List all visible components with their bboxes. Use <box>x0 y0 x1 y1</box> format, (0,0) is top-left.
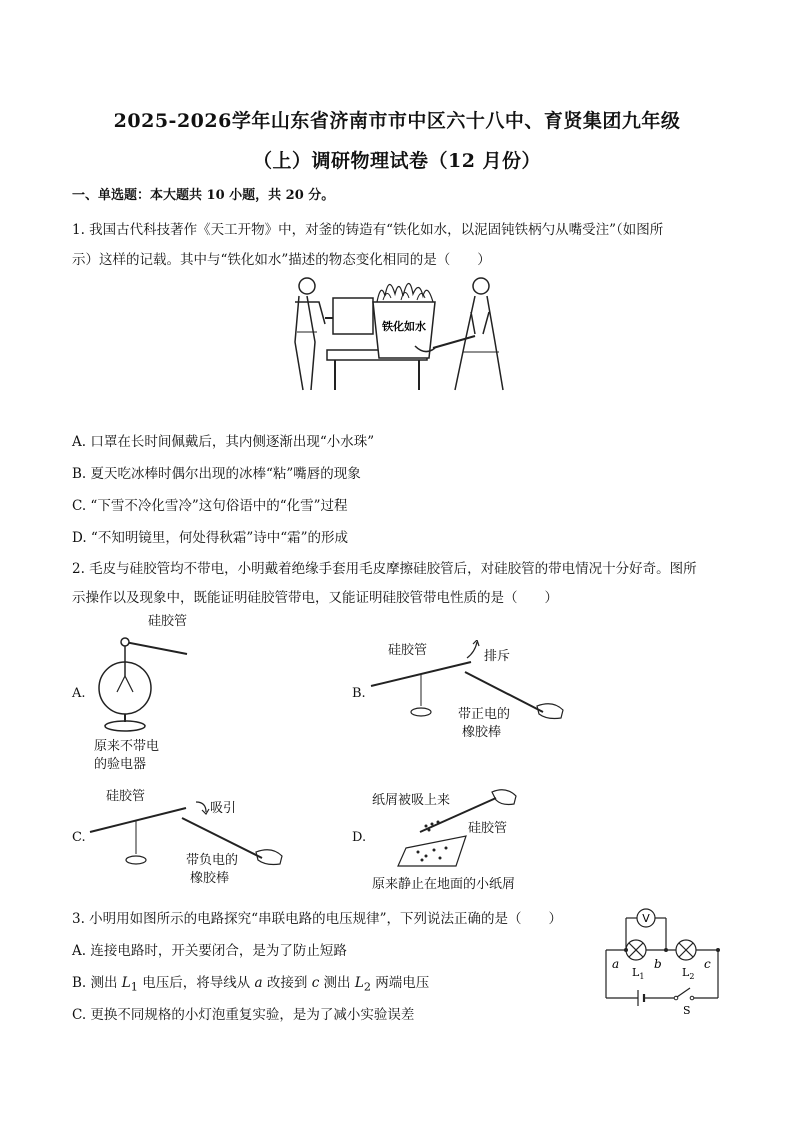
q2-b-action-label: 排斥 <box>484 649 511 664</box>
q2-option-a-label[interactable]: A. <box>72 686 86 701</box>
q3-b-sub2: 2 <box>363 980 371 994</box>
q2-b-tube-label: 硅胶管 <box>388 643 428 658</box>
q3-b-text: 两端电压 <box>370 975 430 991</box>
q2-c-tube-label: 硅胶管 <box>106 789 146 804</box>
q2-d-tube-label: 硅胶管 <box>468 821 508 836</box>
q3-stem: 3. 小明用如图所示的电路探究“串联电路的电压规律”，下列说法正确的是（ ） <box>72 911 562 927</box>
q1-stem-line1: 1. 我国古代科技著作《天工开物》中，对釜的铸造有“铁化如水，以泥固钝铁柄勺从嘴受注”（如图所 <box>72 222 664 238</box>
q1-option-c[interactable]: C. “下雪不冷化雪冷”这句俗语中的“化雪”过程 <box>72 498 348 514</box>
section-heading: 一、单选题：本大题共 10 小题，共 20 分。 <box>72 188 335 203</box>
q2-option-d-label[interactable]: D. <box>352 830 367 845</box>
voltmeter-label: V <box>642 912 650 925</box>
q2-stem-line2: 示操作以及现象中，既能证明硅胶管带电，又能证明硅胶管带电性质的是（ ） <box>72 590 558 606</box>
furnace-label: 铁化如水 <box>382 320 426 333</box>
lamp-l2-letter: L <box>682 966 690 979</box>
q2-stem-line1: 2. 毛皮与硅胶管均不带电，小明戴着绝缘手套用毛皮摩擦硅胶管后，对硅胶管的带电情况十分好奇。图所 <box>72 561 697 577</box>
q3-b-text: 电压后，将导线从 <box>137 975 255 991</box>
lamp-l2-sub: 2 <box>689 972 695 981</box>
q1-stem-line2: 示）这样的记载。其中与“铁化如水”描述的物态变化相同的是（ ） <box>72 252 491 268</box>
q3-b-c: c <box>311 975 320 991</box>
node-a-label: a <box>612 957 620 971</box>
q3-b-text: 改接到 <box>262 975 312 991</box>
q2-option-b-label[interactable]: B. <box>352 686 366 701</box>
q2-d-top-label: 纸屑被吸上来 <box>372 793 451 808</box>
q3-option-b[interactable] <box>72 971 429 994</box>
q3-b-l1: L <box>121 975 131 991</box>
q2-b-caption-1: 带正电的 <box>458 707 511 722</box>
q2-c-caption-2: 橡胶棒 <box>190 871 230 886</box>
q3-b-text: 测出 <box>319 975 355 991</box>
q3-option-a[interactable]: A. 连接电路时，开关要闭合，是为了防止短路 <box>72 943 347 959</box>
q2-c-caption-1: 带负电的 <box>186 853 239 868</box>
q3-b-sub1: 1 <box>130 980 138 994</box>
q2-option-c-label[interactable]: C. <box>72 830 86 845</box>
node-c-label: c <box>704 957 711 971</box>
page-title: 2025-2026学年山东省济南市市中区六十八中、育贤集团九年级 <box>113 110 681 132</box>
q3-b-text: B. 测出 <box>72 975 122 991</box>
node-b-label: b <box>654 957 662 971</box>
lamp-l1-sub: 1 <box>639 972 645 981</box>
q1-option-a[interactable]: A. 口罩在长时间佩戴后，其内侧逐渐出现“小水珠” <box>72 434 375 450</box>
q2-a-caption-2: 的验电器 <box>94 757 147 772</box>
q3-circuit-diagram <box>598 906 728 1018</box>
q1-option-d[interactable]: D. “不知明镜里，何处得秋霜”诗中“霜”的形成 <box>72 530 349 546</box>
q1-option-b[interactable]: B. 夏天吃冰棒时偶尔出现的冰棒“粘”嘴唇的现象 <box>72 466 361 482</box>
q2-d-caption: 原来静止在地面的小纸屑 <box>372 877 516 892</box>
q2-b-caption-2: 橡胶棒 <box>462 725 502 740</box>
lamp-l1-label <box>632 966 644 981</box>
q3-option-c[interactable]: C. 更换不同规格的小灯泡重复实验，是为了减小实验误差 <box>72 1007 415 1023</box>
q2-a-tube-label: 硅胶管 <box>148 614 188 629</box>
lamp-l2-label <box>682 966 694 981</box>
q3-b-a: a <box>254 975 263 991</box>
q1-furnace-illustration <box>285 272 520 398</box>
page-subtitle: （上）调研物理试卷（12 月份） <box>252 150 542 172</box>
q2-a-caption-1: 原来不带电 <box>94 739 160 754</box>
q2-c-action-label: 吸引 <box>210 801 237 816</box>
switch-label: S <box>683 1004 691 1017</box>
lamp-l1-letter: L <box>632 966 640 979</box>
q2-a-electroscope <box>95 630 195 735</box>
q2-d-diagram <box>396 780 526 870</box>
q3-b-l2: L <box>354 975 364 991</box>
